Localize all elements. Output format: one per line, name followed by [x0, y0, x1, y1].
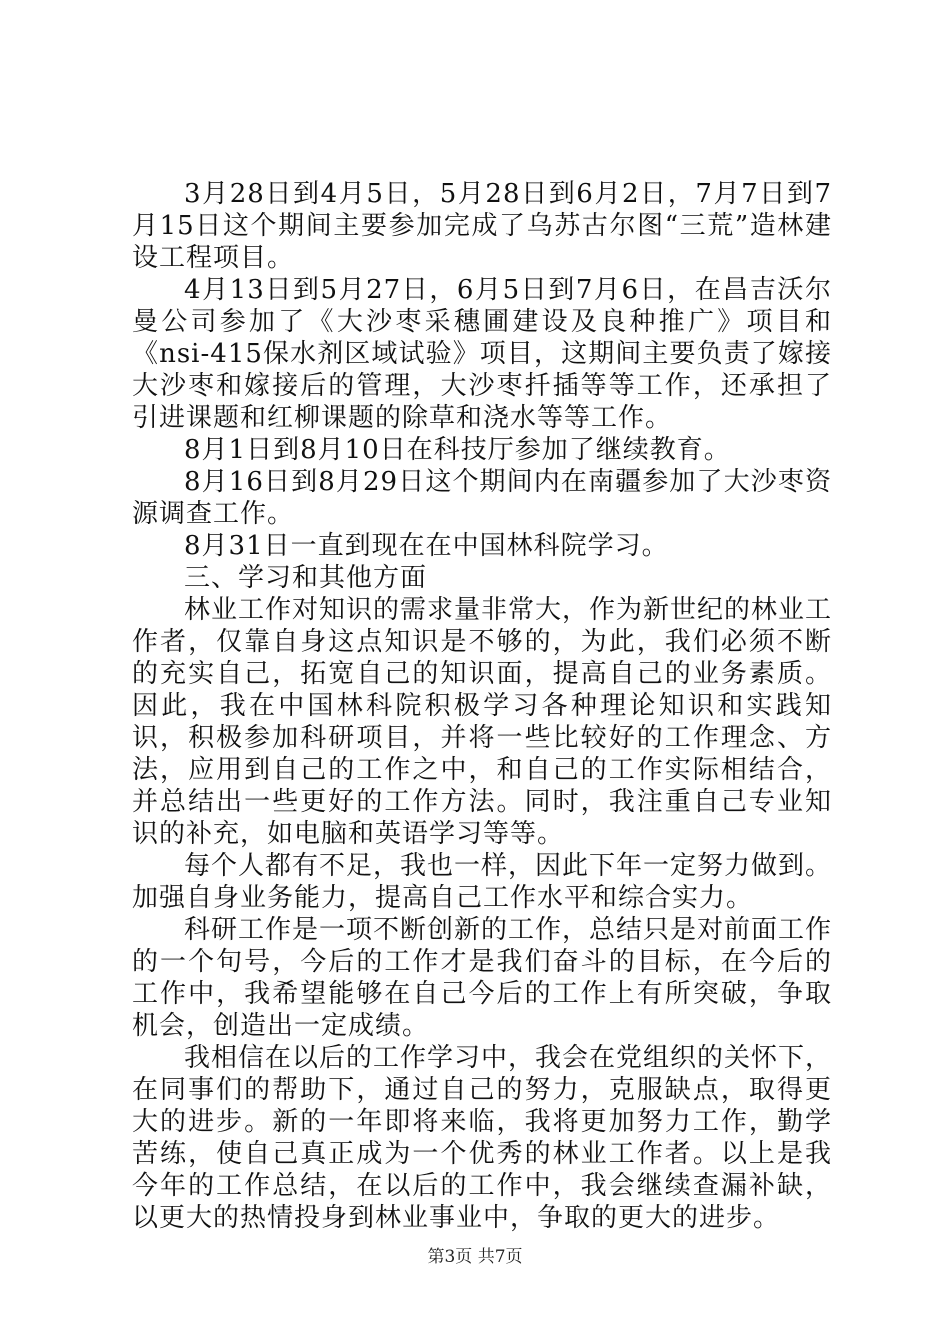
paragraph-7: 林业工作对知识的需求量非常大，作为新世纪的林业工作者，仅靠自身这点知识是不够的，为此，我们必须不断的充实自己，拓宽自己的知识面，提高自己的业务素质。因此，我在中国林科院积极学习各种理论知识和实践知识，积极参加科研项目，并将一些比较好的工作理念、方法，应用到自己的工作之中，和自己的工作实际相结合，并总结出一些更好的工作方法。同时，我注重自己专业知识的补充，如电脑和英语学习等等。: [132, 595, 833, 849]
paragraph-1: 3月28日到4月5日，5月28日到6月2日，7月7日到7月15日这个期间主要参加完成了乌苏古尔图“三荒”造林建设工程项目。: [132, 179, 832, 273]
paragraph-2: 4月13日到5月27日，6月5日到7月6日，在昌吉沃尔曼公司参加了《大沙枣采穗圃建设及良种推广》项目和《nsi-415保水剂区域试验》项目，这期间主要负责了嫁接大沙枣和嫁接后的管理，大沙枣扦插等等工作，还承担了引进课题和红柳课题的除草和浇水等等工作。: [132, 275, 832, 433]
document-body: [132, 178, 832, 1234]
page-footer: 第3页 共7页: [427, 1247, 523, 1267]
paragraph-3: 8月1日到8月10日在科技厅参加了继续教育。: [184, 435, 731, 465]
section-heading: 三、学习和其他方面: [184, 563, 428, 593]
paragraph-9: 科研工作是一项不断创新的工作，总结只是对前面工作的一个句号，今后的工作才是我们奋斗的目标，在今后的工作中，我希望能够在自己今后的工作上有所突破，争取机会，创造出一定成绩。: [132, 915, 833, 1041]
paragraph-10: 我相信在以后的工作学习中，我会在党组织的关怀下，在同事们的帮助下，通过自己的努力，克服缺点，取得更大的进步。新的一年即将来临，我将更加努力工作，勤学苦练，使自己真正成为一个优秀的林业工作者。以上是我今年的工作总结，在以后的工作中，我会继续查漏补缺，以更大的热情投身到林业事业中，争取的更大的进步。: [132, 1043, 833, 1233]
paragraph-8: 每个人都有不足，我也一样，因此下年一定努力做到。加强自身业务能力，提高自己工作水平和综合实力。: [132, 851, 833, 913]
paragraph-4: 8月16日到8月29日这个期间内在南疆参加了大沙枣资源调查工作。: [132, 467, 832, 529]
paragraph-5: 8月31日一直到现在在中国林科院学习。: [184, 531, 669, 561]
